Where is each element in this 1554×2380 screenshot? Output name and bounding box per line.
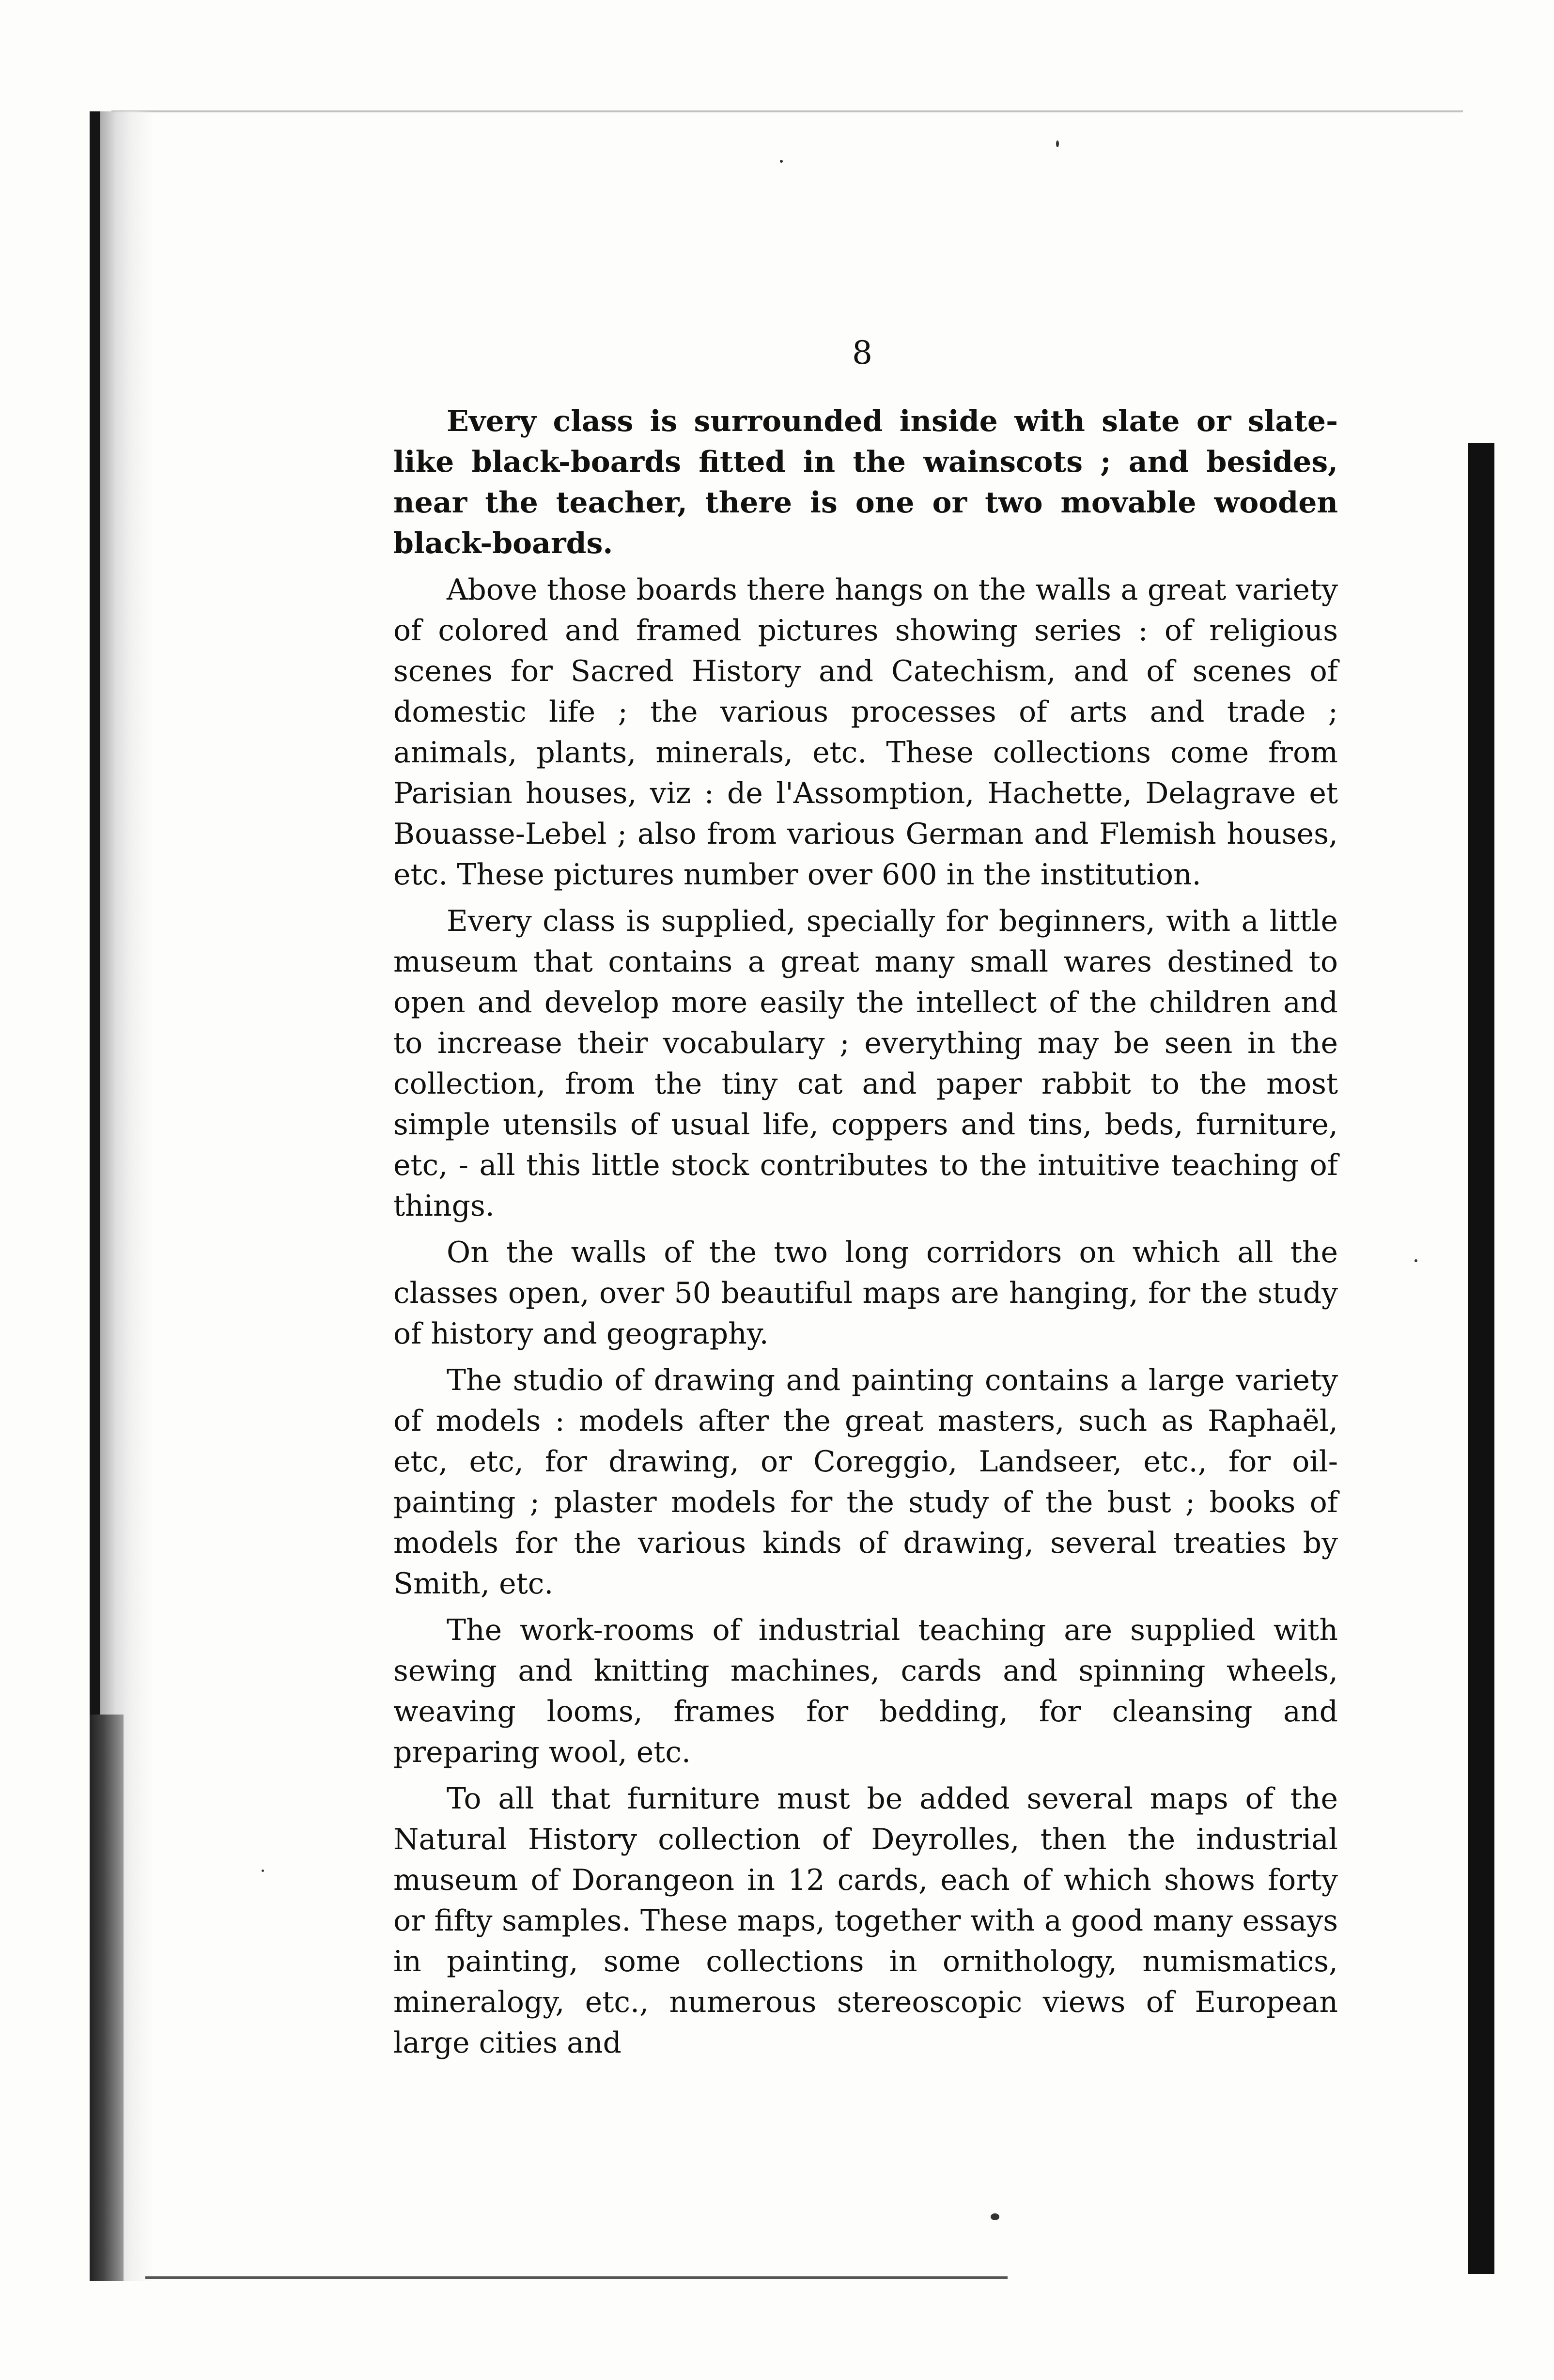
paragraph-work-rooms: The work-rooms of industrial teaching are supplied with sewing and knitting machines, cards and spinning wheels, weaving looms, frames for bedding, for cleansing and preparing wool, etc.	[393, 1613, 1338, 1769]
paragraph-museum: Every class is supplied, specially for beginners, with a little museum that contains a great many small wares destined to open and develop more easily the intellect of the children and to increase their vocabulary ; everything may be seen in the collection, from the tiny cat and paper rabbit to the most simple utensils of usual life, coppers and tins, beds, furniture, etc, - all this little stock contributes to the intuitive teaching of things.	[393, 904, 1338, 1223]
scan-edge-bottom	[145, 2276, 1008, 2279]
paragraph-blackboards: Every class is surrounded inside with slate or slate-like black-boards fitted in the wainscots ; and besides, near the teacher, there is one or two movable wooden black-boards.	[393, 404, 1338, 560]
scan-speck	[1056, 140, 1059, 147]
paragraph-furniture: To all that furniture must be added several maps of the Natural History collection of Deyrolles, then the industrial museum of Dorangeon in 12 cards, each of which shows forty or fifty samples. These maps, together with a good many essays in painting, some collections in ornithology, numismatics, mineralogy, etc., numerous stereoscopic views of European large cities and	[393, 1782, 1338, 2060]
binding-edge-right	[1468, 443, 1494, 2274]
scan-speck	[780, 160, 783, 163]
paragraph-studio: The studio of drawing and painting contains a large variety of models : models after the great masters, such as Raphaël, etc, etc, for drawing, or Coreggio, Landseer, etc., for oil-painting ; plaster models for the study of the bust ; books of models for the various kinds of drawing, several treaties by Smith, etc.	[393, 1363, 1338, 1601]
scan-speck	[262, 1870, 264, 1872]
body-text	[393, 401, 1338, 2069]
paragraph-maps: On the walls of the two long corridors on which all the classes open, over 50 beautiful maps are hanging, for the study of history and geography.	[393, 1236, 1338, 1351]
scan-speck	[1414, 1259, 1417, 1262]
scan-speck	[991, 2213, 999, 2220]
scan-edge-top	[111, 110, 1463, 112]
page-number: 8	[852, 334, 872, 371]
paragraph-pictures: Above those boards there hangs on the walls a great variety of colored and framed pictures showing series : of religious scenes for Sacred History and Catechism, and of scenes of domestic life ; the various processes of arts and trade ; animals, plants, minerals, etc. These collections come from Parisian houses, viz : de l'Assomption, Hachette, Delagrave et Bouasse-Lebel ; also from various German and Flemish houses, etc. These pictures number over 600 in the institution.	[393, 573, 1338, 892]
binding-shadow-lower-left	[90, 1715, 124, 2281]
